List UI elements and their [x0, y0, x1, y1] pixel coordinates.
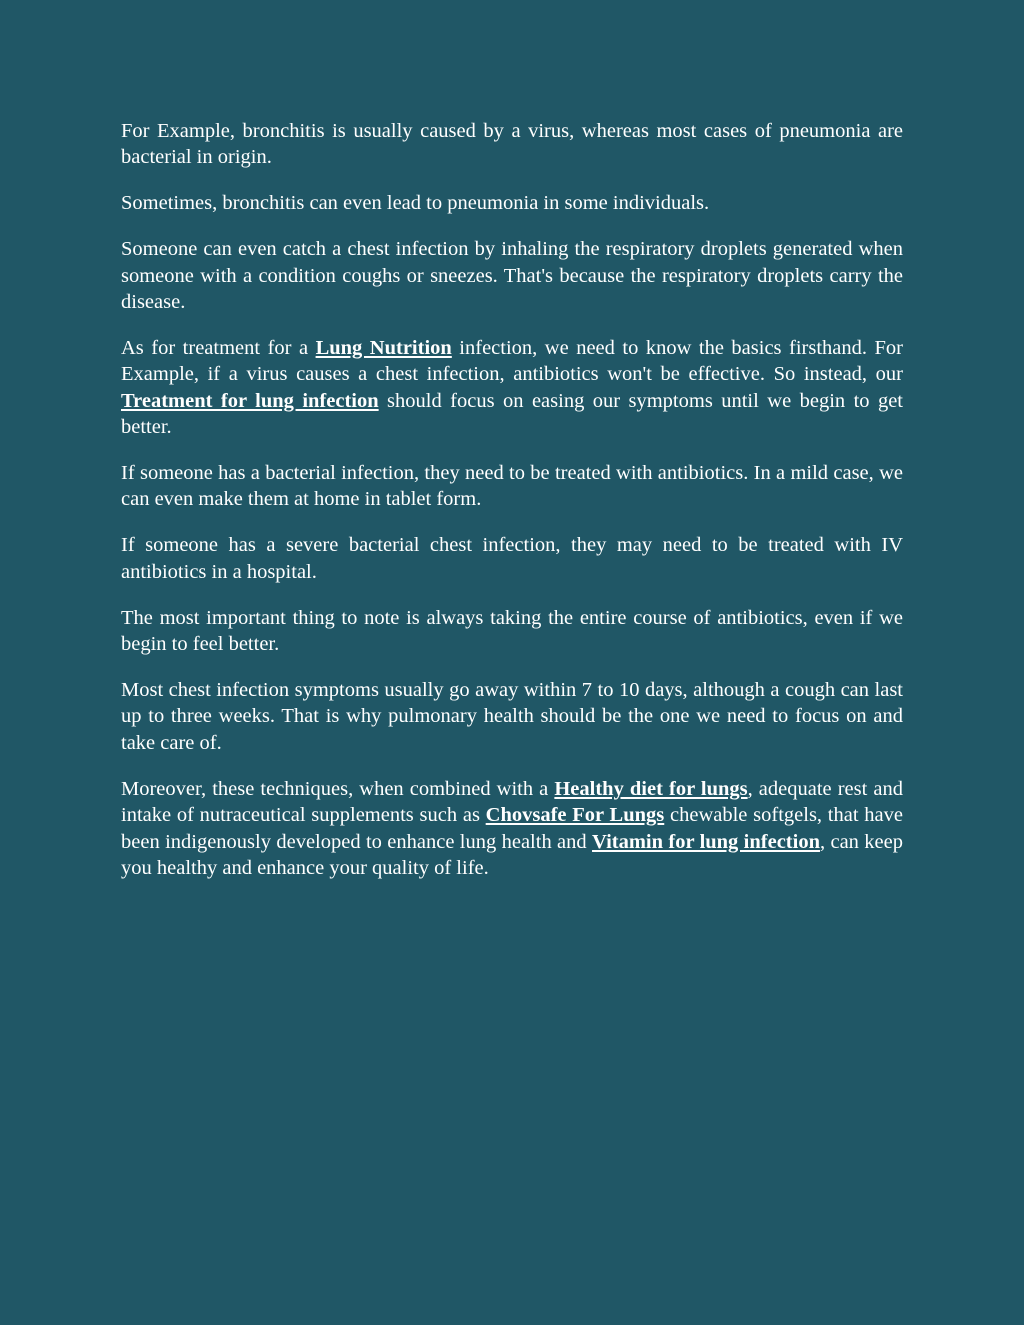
- paragraph-treatment: [121, 335, 903, 441]
- paragraph-text: Moreover, these techniques, when combined with a: [121, 777, 555, 800]
- paragraph-text: should focus on easing our symptoms until we begin to get better.: [121, 389, 904, 439]
- chovsafe-for-lungs-link[interactable]: Chovsafe For Lungs: [485, 804, 665, 827]
- paragraph-supplements: [121, 776, 903, 882]
- vitamin-for-lung-infection-link[interactable]: Vitamin for lung infection: [592, 830, 820, 853]
- paragraph-text: , can keep you healthy and enhance your quality of life.: [121, 830, 903, 879]
- lung-nutrition-link[interactable]: Lung Nutrition: [315, 336, 452, 359]
- healthy-diet-for-lungs-link[interactable]: Healthy diet for lungs: [554, 777, 748, 800]
- paragraph-text: , adequate rest and intake of nutraceutical supplements such as: [121, 777, 903, 827]
- paragraph-bronchitis-cause: For Example, bronchitis is usually caused by a virus, whereas most cases of pneumonia are bacterial in origin.: [121, 120, 903, 169]
- paragraph-antibiotics-course: The most important thing to note is always taking the entire course of antibiotics, even if we begin to feel better.: [121, 606, 903, 656]
- paragraph-bacterial-infection: If someone has a bacterial infection, they need to be treated with antibiotics. In a mild case, we can even make them at home in tablet form.: [121, 462, 903, 511]
- treatment-for-lung-infection-link[interactable]: Treatment for lung infection: [121, 389, 379, 412]
- document-body: [121, 118, 903, 901]
- paragraph-severe-infection: If someone has a severe bacterial chest infection, they may need to be treated with IV antibiotics in a hospital.: [121, 534, 903, 583]
- paragraph-bronchitis-pneumonia: Sometimes, bronchitis can even lead to pneumonia in some individuals.: [121, 192, 710, 215]
- paragraph-text: chewable softgels, that have been indigenously developed to enhance lung health and: [121, 804, 903, 853]
- paragraph-text: As for treatment for a: [121, 336, 316, 359]
- paragraph-droplets: Someone can even catch a chest infection by inhaling the respiratory droplets generated when someone with a condition coughs or sneezes. That's because the respiratory droplets carry the disease.: [121, 238, 903, 314]
- paragraph-symptoms-duration: Most chest infection symptoms usually go away within 7 to 10 days, although a cough can last up to three weeks. That is why pulmonary health should be the one we need to focus on and take care of.: [121, 679, 903, 754]
- paragraph-text: infection, we need to know the basics firsthand. For Example, if a virus causes a chest infection, antibiotics won't be effective. So instead, our: [121, 336, 903, 386]
